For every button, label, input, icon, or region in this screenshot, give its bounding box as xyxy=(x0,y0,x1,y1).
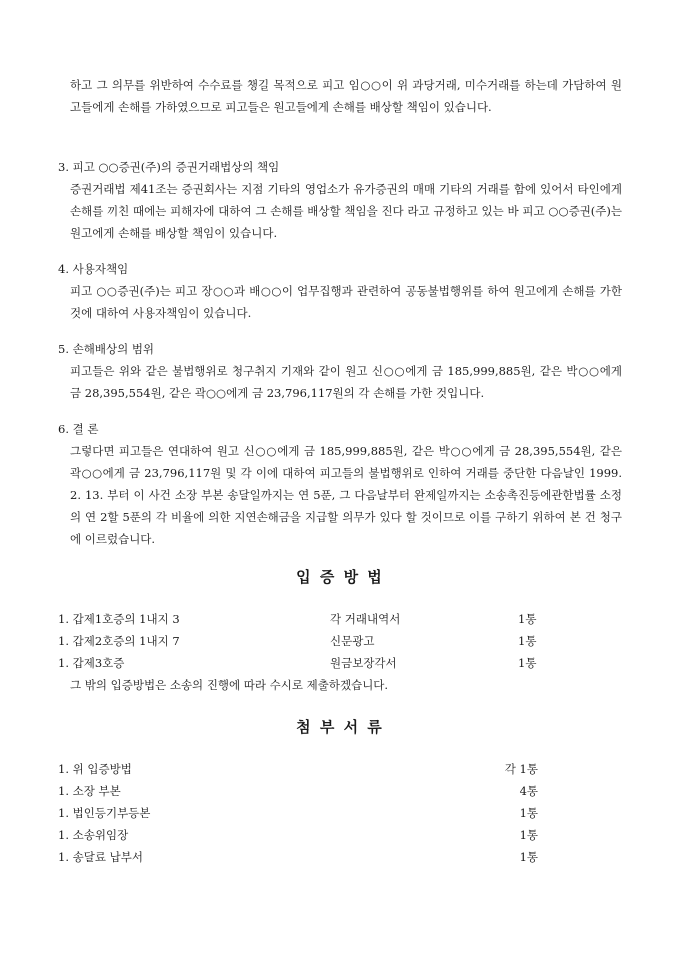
attachment-count: 각 1통 xyxy=(504,762,538,776)
attachment-count: 1통 xyxy=(519,828,538,842)
attachment-name: 1. 소송위임장 xyxy=(58,828,129,842)
attachment-name: 1. 소장 부본 xyxy=(58,784,121,798)
section-3-heading: 3. 피고 ○○증권(주)의 증권거래법상의 책임 xyxy=(58,160,280,174)
evidence-title: 입 증 방 법 xyxy=(296,568,384,586)
section-5-heading: 5. 손해배상의 범위 xyxy=(58,342,155,356)
evidence-desc: 각 거래내역서 xyxy=(330,612,401,626)
evidence-note: 그 밖의 입증방법은 소송의 진행에 따라 수시로 제출하겠습니다. xyxy=(70,678,389,692)
evidence-desc: 원금보장각서 xyxy=(330,656,397,670)
attachments-title: 첨 부 서 류 xyxy=(296,718,384,736)
section-5-body: 피고들은 위와 같은 불법행위로 청구취지 기재와 같이 원고 신○○에게 금 185,999,885원, 같은 박○○에게 금 28,395,554원, 같은 곽○○에게 금 23,796,117원의 각 손해를 가한 것입니다. xyxy=(70,364,622,400)
section-6-heading: 6. 결 론 xyxy=(58,422,99,436)
evidence-count: 1통 xyxy=(518,656,537,670)
section-6-body: 그렇다면 피고들은 연대하여 원고 신○○에게 금 185,999,885원, 같은 박○○에게 금 28,395,554원, 같은 곽○○에게 금 23,796,117원 및 각 이에 대하여 피고들의 불법행위로 인하여 거래를 중단한 다음날인 1999. 2. 13. 부터 이 사건 소장 부본 송달일까지는 연 5푼, 그 다음날부터 완제일까지는 소송촉진등에관한법률 소정의 연 2할 5푼의 각 비율에 의한 지연손해금을 지급할 의무가 있다 할 것이므로 이를 구하기 위하여 본 건 청구에 이르렀습니다. xyxy=(70,444,622,546)
attachment-count: 1통 xyxy=(519,806,538,820)
attachment-count: 1통 xyxy=(519,850,538,864)
evidence-ref: 1. 갑제2호증의 1내지 7 xyxy=(58,634,180,648)
evidence-ref: 1. 갑제3호증 xyxy=(58,656,125,670)
attachment-name: 1. 위 입증방법 xyxy=(58,762,132,776)
evidence-count: 1통 xyxy=(518,612,537,626)
section-3-body: 증권거래법 제41조는 증권회사는 지점 기타의 영업소가 유가증권의 매매 기타의 거래를 함에 있어서 타인에게 손해를 끼친 때에는 피해자에 대하여 그 손해를 배상할 책임을 진다 라고 규정하고 있는 바 피고 ○○증권(주)는 원고에게 손해를 배상할 책임이 있습니다. xyxy=(70,182,622,240)
section-4-body: 피고 ○○증권(주)는 피고 장○○과 배○○이 업무집행과 관련하여 공동불법행위를 하여 원고에게 손해를 가한 것에 대하여 사용자책임이 있습니다. xyxy=(70,284,622,320)
attachment-name: 1. 법인등기부등본 xyxy=(58,806,151,820)
section-4-heading: 4. 사용자책임 xyxy=(58,262,129,276)
evidence-count: 1통 xyxy=(518,634,537,648)
evidence-ref: 1. 갑제1호증의 1내지 3 xyxy=(58,612,180,626)
attachment-name: 1. 송달료 납부서 xyxy=(58,850,143,864)
paragraph-continuation: 하고 그 의무를 위반하여 수수료를 챙길 목적으로 피고 임○○이 위 과당거래, 미수거래를 하는데 가담하여 원고들에게 손해를 가하였으므로 피고들은 원고들에게 손해를 배상할 책임이 있습니다. xyxy=(70,78,622,114)
evidence-desc: 신문광고 xyxy=(330,634,375,648)
attachment-count: 4통 xyxy=(519,784,538,798)
